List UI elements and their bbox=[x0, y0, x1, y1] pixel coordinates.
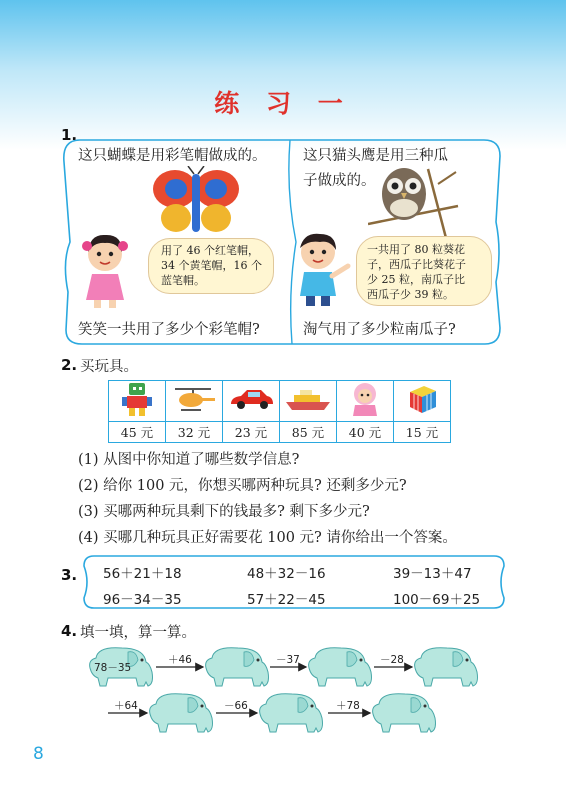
page-title: 练 习 一 bbox=[214, 89, 352, 118]
left-speech-line1: 用了 46 个红笔帽， bbox=[161, 244, 259, 257]
q2-question-4: (4) 买哪几种玩具正好需要花 100 元? 请你给出一个答案。 bbox=[78, 530, 457, 546]
calc-item-3: 39－13＋47 bbox=[393, 566, 472, 582]
q4-heading: 填一填，算一算。 bbox=[80, 625, 196, 641]
q2-question-1: (1) 从图中你知道了哪些数学信息? bbox=[78, 452, 300, 468]
q1-left-question: 笑笑一共用了多少个彩笔帽? bbox=[78, 322, 260, 338]
calc-item-5: 57＋22－45 bbox=[247, 592, 326, 608]
q4-number: 4. bbox=[61, 622, 78, 640]
op-label-3: －28 bbox=[380, 654, 404, 666]
elephant-3 bbox=[309, 648, 372, 686]
price-cube: 15 元 bbox=[394, 422, 451, 443]
right-speech-line1: 一共用了 80 粒葵花 bbox=[367, 243, 465, 256]
calc-item-4: 96－34－35 bbox=[103, 592, 182, 608]
q1-number: 1. bbox=[61, 126, 78, 144]
left-speech-line2: 34 个黄笔帽，16 个 bbox=[161, 259, 262, 272]
price-ship: 85 元 bbox=[280, 422, 337, 443]
right-speech-line2: 子，西瓜子比葵花子 bbox=[367, 258, 466, 271]
q2-question-2: (2) 给你 100 元，你想买哪两种玩具? 还剩多少元? bbox=[78, 478, 407, 494]
price-helicopter: 32 元 bbox=[166, 422, 223, 443]
q3-number: 3. bbox=[61, 566, 78, 584]
op-label-4: ＋64 bbox=[114, 700, 138, 712]
price-robot: 45 元 bbox=[109, 422, 166, 443]
q1-left-intro: 这只蝴蝶是用彩笔帽做成的。 bbox=[78, 148, 267, 164]
op-label-5: －66 bbox=[224, 700, 248, 712]
left-speech-line3: 蓝笔帽。 bbox=[161, 274, 205, 287]
q1-right-intro-line1: 这只猫头鹰是用三种瓜 bbox=[303, 148, 448, 164]
q2-number: 2. bbox=[61, 356, 78, 374]
q2-heading: 买玩具。 bbox=[80, 359, 138, 375]
price-car: 23 元 bbox=[223, 422, 280, 443]
start-expression: 78－35 bbox=[94, 662, 132, 674]
q1-right-question: 淘气用了多少粒南瓜子? bbox=[303, 322, 456, 338]
op-label-1: ＋46 bbox=[168, 654, 192, 666]
op-label-2: －37 bbox=[276, 654, 300, 666]
elephant-6 bbox=[260, 694, 323, 732]
price-doll: 40 元 bbox=[337, 422, 394, 443]
calc-item-6: 100－69＋25 bbox=[393, 592, 481, 608]
elephant-4 bbox=[415, 648, 478, 686]
page-number: 8 bbox=[33, 744, 44, 764]
calc-item-1: 56＋21＋18 bbox=[103, 566, 182, 582]
q1-right-intro-line2: 子做成的。 bbox=[303, 173, 376, 189]
elephant-7 bbox=[373, 694, 436, 732]
elephant-5 bbox=[150, 694, 213, 732]
elephant-2 bbox=[206, 648, 269, 686]
q2-question-3: (3) 买哪两种玩具剩下的钱最多? 剩下多少元? bbox=[78, 504, 370, 520]
calc-item-2: 48＋32－16 bbox=[247, 566, 326, 582]
right-speech-line3: 少 25 粒，南瓜子比 bbox=[367, 273, 465, 286]
right-speech-line4: 西瓜子少 39 粒。 bbox=[367, 288, 454, 301]
op-label-6: ＋78 bbox=[336, 700, 360, 712]
